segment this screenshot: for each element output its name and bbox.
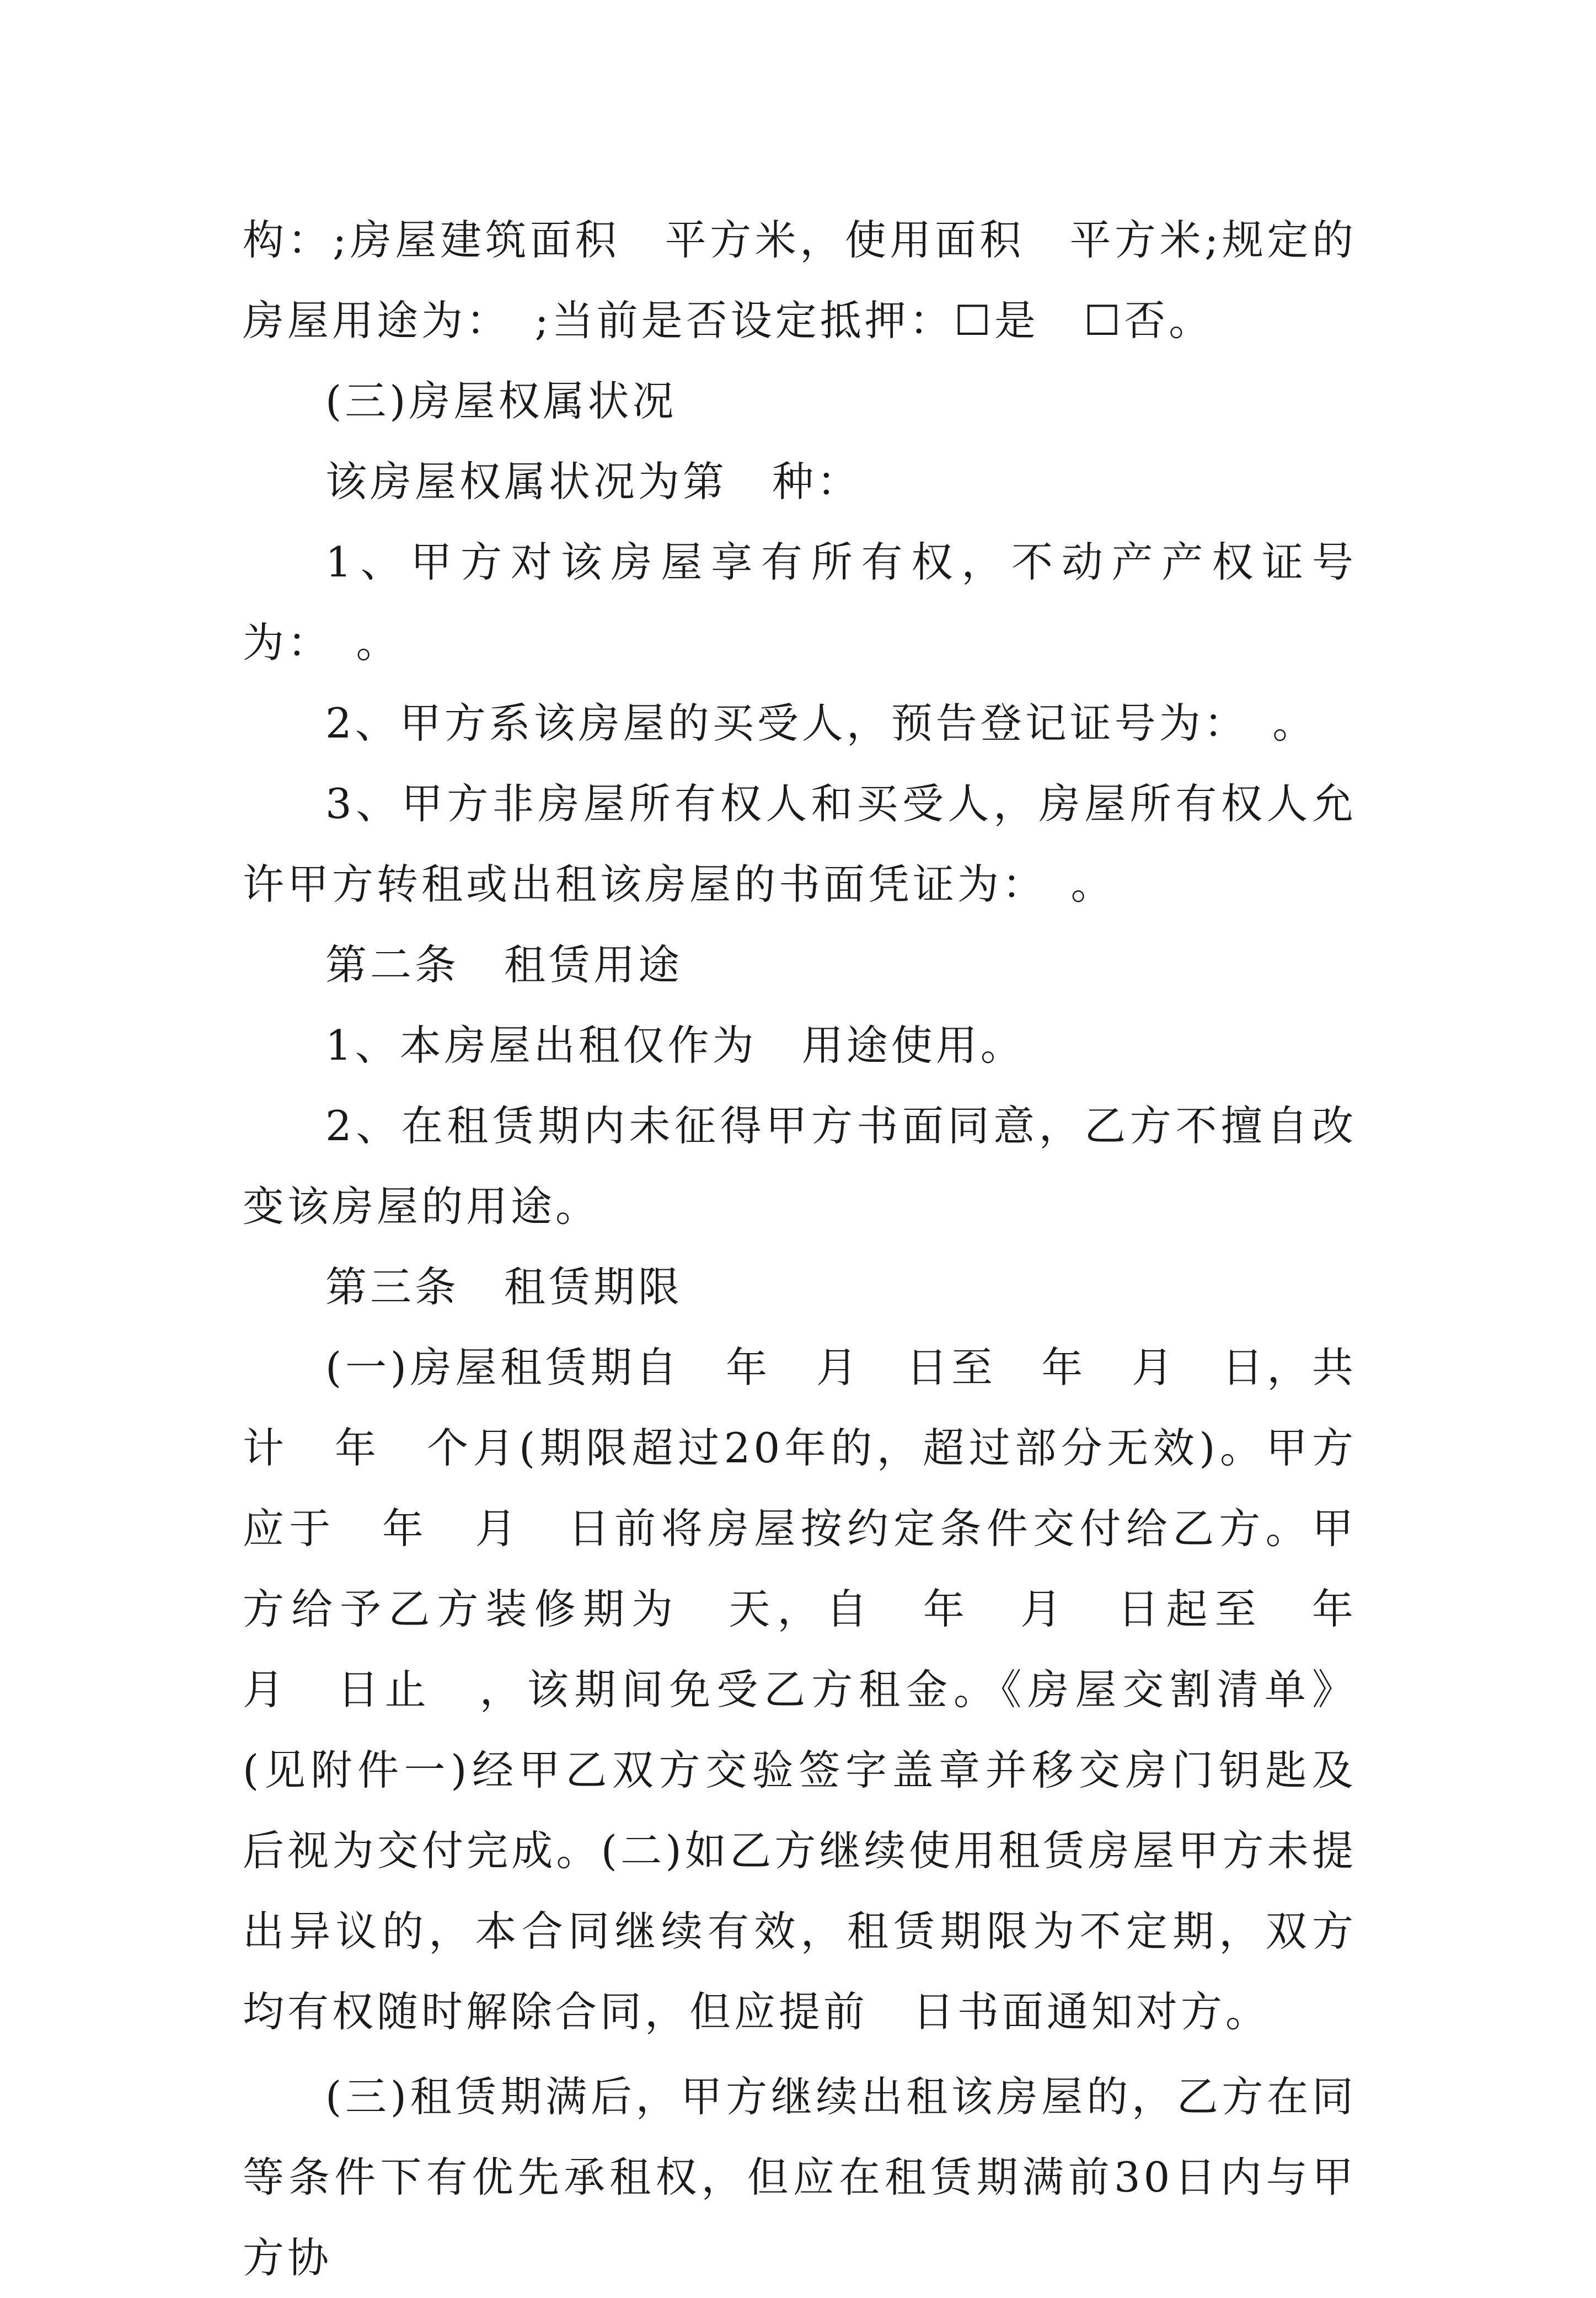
heading-article-2: 第二条 租赁用途 — [325, 940, 683, 989]
paragraph-property-area: 构：;房屋建筑面积 平方米，使用面积 平方米;规定的房屋用途为： ;当前是否设定抵押：☐是 ☐否。 — [243, 216, 1357, 345]
list-item-usage-2: 2、在租赁期内未征得甲方书面同意，乙方不擅自改变该房屋的用途。 — [243, 1102, 1357, 1231]
heading-ownership-status: (三)房屋权属状况 — [325, 377, 677, 425]
heading-article-3: 第三条 租赁期限 — [325, 1263, 683, 1311]
list-item-usage-1: 1、本房屋出租仅作为 用途使用。 — [325, 1021, 1025, 1070]
paragraph-renewal: (三)租赁期满后，甲方继续出租该房屋的，乙方在同等条件下有优先承租权，但应在租赁期满前30日内与甲方协 — [243, 2072, 1357, 2282]
document-body — [243, 200, 1402, 2298]
list-item-ownership-3: 3、甲方非房屋所有权人和买受人，房屋所有权人允许甲方转租或出租该房屋的书面凭证为： 。 — [243, 779, 1357, 908]
list-item-ownership-1: 1、甲方对该房屋享有所有权，不动产产权证号为： 。 — [243, 538, 1357, 667]
paragraph-lease-term: (一)房屋租赁期自 年 月 日至 年 月 日，共计 年 个月(期限超过20年的，超过部分无效)。甲方应于 年 月 日前将房屋按约定条件交付给乙方。甲方给予乙方装修期为 天，自 年 月 日起至 年 月 日止 ，该期间免受乙方租金。《房屋交割清单》(见附件一)经甲乙双方交验签字盖章并移交房门钥匙及 后视为交付完成。(二)如乙方继续使用租赁房屋甲方未提出异议的，本合同继续有效，租赁期限为不定期，双方均有权随时解除合同，但应提前 日书面通知对方。 — [243, 1343, 1402, 2036]
paragraph-ownership-type: 该房屋权属状况为第 种： — [325, 457, 862, 506]
list-item-ownership-2: 2、甲方系该房屋的买受人，预告登记证号为： 。 — [325, 699, 1317, 747]
